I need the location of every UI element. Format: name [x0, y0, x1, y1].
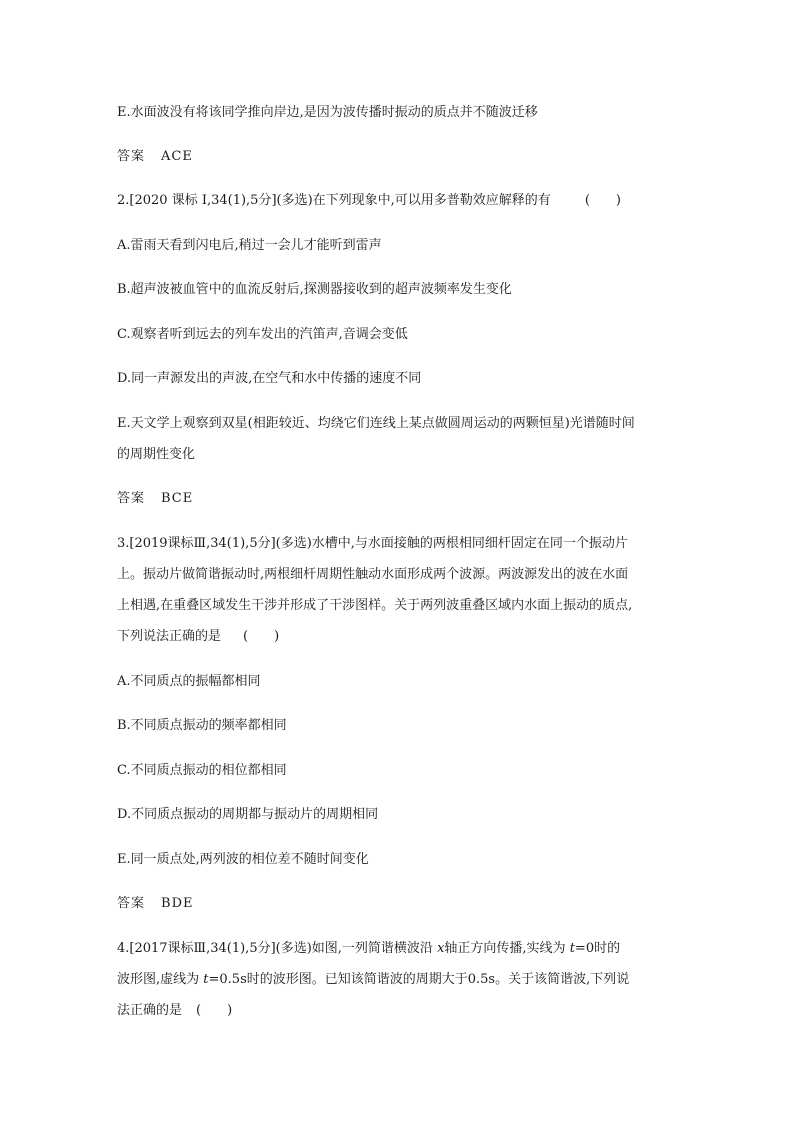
- q4-stem-line-2: [117, 971, 629, 989]
- q4-stem-text: 波形图,虚线为: [117, 972, 204, 987]
- q4-stem-text: =0.5s时的波形图。已知该简谐波的周期大于0.5s。关于该简谐波,下列说: [208, 972, 630, 987]
- q4-stem-text: =0时的: [574, 941, 621, 956]
- variable-t: t: [203, 972, 209, 987]
- q3-answer: [117, 895, 193, 913]
- q3-option-e: E.同一质点处,两列波的相位差不随时间变化: [117, 852, 369, 867]
- q3-stem-line-3: 上相遇,在重叠区域发生干涉并形成了干涉图样。关于两列波重叠区域内水面上振动的质点,: [117, 598, 633, 613]
- answer-label: 答案: [117, 149, 146, 164]
- answer-blank: ( ): [243, 629, 280, 644]
- q1-answer: [117, 148, 193, 166]
- q1-option-e: E.水面波没有将该同学推向岸边,是因为波传播时振动的质点并不随波迁移: [117, 105, 538, 120]
- variable-t: t: [569, 941, 575, 956]
- q4-stem-line-1: [117, 940, 620, 958]
- q3-stem-line-4: [117, 628, 279, 646]
- q3-option-b: B.不同质点振动的频率都相同: [117, 718, 287, 733]
- q2-option-c: C.观察者听到远去的列车发出的汽笛声,音调会变低: [117, 327, 408, 342]
- q2-option-a: A.雷雨天看到闪电后,稍过一会儿才能听到雷声: [117, 238, 382, 253]
- answer-value: BDE: [161, 896, 194, 911]
- q2-option-e-continued: 的周期性变化: [117, 447, 196, 462]
- answer-blank: ( ): [584, 193, 621, 208]
- variable-x: x: [437, 941, 445, 956]
- q2-option-d: D.同一声源发出的声波,在空气和水中传播的速度不同: [117, 371, 422, 386]
- q3-stem-last: 下列说法正确的是: [117, 629, 222, 644]
- q2-option-b: B.超声波被血管中的血流反射后,探测器接收到的超声波频率发生变化: [117, 282, 512, 297]
- q2-answer: [117, 490, 193, 508]
- answer-value: BCE: [161, 491, 194, 506]
- answer-value: ACE: [161, 149, 193, 164]
- q4-stem-text: 轴正方向传播,实线为: [444, 941, 570, 956]
- q4-stem-line-3: [117, 1002, 232, 1020]
- q3-stem-line-1: 3.[2019课标Ⅲ,34(1),5分](多选)水槽中,与水面接触的两根相同细杆固定在同一个振动片: [117, 536, 628, 551]
- q2-stem: [117, 192, 621, 210]
- q3-option-c: C.不同质点振动的相位都相同: [117, 763, 287, 778]
- q3-option-a: A.不同质点的振幅都相同: [117, 674, 261, 689]
- q3-stem-line-2: 上。振动片做简谐振动时,两根细杆周期性触动水面形成两个波源。两波源发出的波在水面: [117, 567, 629, 582]
- q4-stem-text: 4.[2017课标Ⅲ,34(1),5分](多选)如图,一列简谐横波沿: [117, 941, 438, 956]
- q4-stem-last: 法正确的是: [117, 1003, 183, 1018]
- q3-option-d: D.不同质点振动的周期都与振动片的周期相同: [117, 807, 379, 822]
- answer-label: 答案: [117, 491, 146, 506]
- answer-label: 答案: [117, 896, 146, 911]
- answer-blank: ( ): [196, 1003, 233, 1018]
- q2-stem-text: 2.[2020 课标 Ⅰ,34(1),5分](多选)在下列现象中,可以用多普勒效应解释的有: [117, 193, 551, 208]
- q2-option-e: E.天文学上观察到双星(相距较近、均绕它们连线上某点做圆周运动的两颗恒星)光谱随时间: [117, 416, 635, 431]
